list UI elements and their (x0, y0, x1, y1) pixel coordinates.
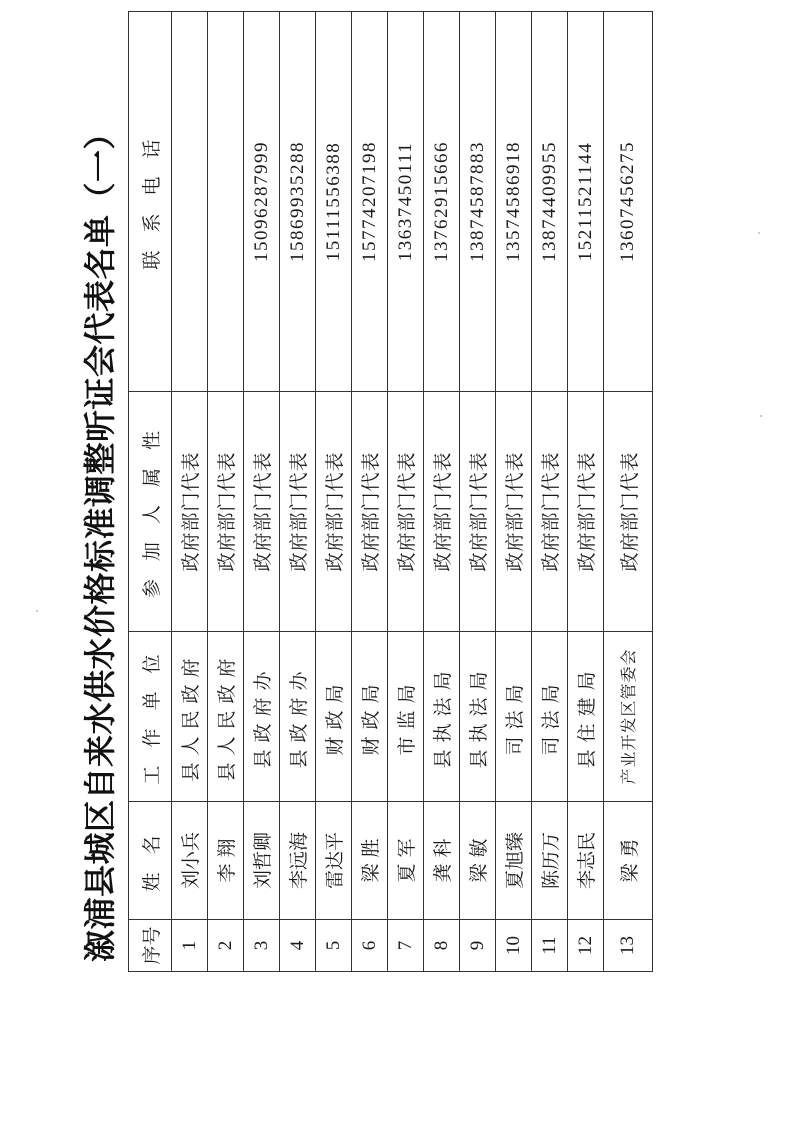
cell-unit: 县政府办 (244, 632, 280, 802)
cell-unit: 县住建局 (568, 632, 604, 802)
cell-phone: 13607456275 (604, 12, 653, 392)
cell-phone: 15096287999 (244, 12, 280, 392)
cell-seq: 4 (280, 920, 316, 972)
cell-seq: 10 (496, 920, 532, 972)
cell-phone (172, 12, 208, 392)
cell-seq: 1 (172, 920, 208, 972)
header-phone: 联 系 电 话 (129, 12, 172, 392)
scan-speck (36, 610, 38, 612)
cell-phone: 13874409955 (532, 12, 568, 392)
cell-unit: 县人民政府 (172, 632, 208, 802)
header-name: 姓 名 (129, 802, 172, 920)
table-row (208, 12, 244, 972)
cell-role: 政府部门代表 (172, 392, 208, 632)
cell-role: 政府部门代表 (280, 392, 316, 632)
cell-role: 政府部门代表 (460, 392, 496, 632)
table-row (172, 12, 208, 972)
cell-seq: 5 (316, 920, 352, 972)
cell-name: 梁 敏 (460, 802, 496, 920)
cell-unit: 财政局 (316, 632, 352, 802)
table-row (388, 12, 424, 972)
table-row (496, 12, 532, 972)
cell-phone (208, 12, 244, 392)
cell-unit: 司法局 (532, 632, 568, 802)
cell-name: 夏 军 (388, 802, 424, 920)
cell-name: 夏旭臻 (496, 802, 532, 920)
cell-name: 梁 胜 (352, 802, 388, 920)
scan-speck (760, 415, 762, 417)
cell-seq: 9 (460, 920, 496, 972)
cell-role: 政府部门代表 (244, 392, 280, 632)
cell-phone: 15869935288 (280, 12, 316, 392)
cell-role: 政府部门代表 (316, 392, 352, 632)
cell-unit: 司法局 (496, 632, 532, 802)
table-row (460, 12, 496, 972)
cell-phone: 15211521144 (568, 12, 604, 392)
cell-unit: 县人民政府 (208, 632, 244, 802)
header-unit: 工 作 单 位 (129, 632, 172, 802)
cell-phone: 13762915666 (424, 12, 460, 392)
cell-unit: 市监局 (388, 632, 424, 802)
cell-phone: 13574586918 (496, 12, 532, 392)
cell-name: 李远海 (280, 802, 316, 920)
cell-unit: 产业开发区管委会 (604, 632, 653, 802)
cell-role: 政府部门代表 (568, 392, 604, 632)
header-role: 参 加 人 属 性 (129, 392, 172, 632)
table-row (280, 12, 316, 972)
cell-seq: 2 (208, 920, 244, 972)
cell-phone: 15111556388 (316, 12, 352, 392)
cell-name: 李 翔 (208, 802, 244, 920)
cell-unit: 县执法局 (424, 632, 460, 802)
cell-phone: 15774207198 (352, 12, 388, 392)
document-title: 溆浦县城区自来水供水价格标准调整听证会代表名单（一） (81, 116, 119, 962)
cell-phone: 13874587883 (460, 12, 496, 392)
table-row (316, 12, 352, 972)
table-header-row (129, 12, 172, 972)
cell-seq: 13 (604, 920, 653, 972)
cell-role: 政府部门代表 (532, 392, 568, 632)
cell-phone: 13637450111 (388, 12, 424, 392)
cell-unit: 财政局 (352, 632, 388, 802)
cell-unit: 县执法局 (460, 632, 496, 802)
cell-role: 政府部门代表 (424, 392, 460, 632)
scan-speck (758, 232, 760, 234)
table-row (352, 12, 388, 972)
cell-seq: 3 (244, 920, 280, 972)
cell-name: 雷达平 (316, 802, 352, 920)
cell-seq: 8 (424, 920, 460, 972)
table-row (604, 12, 653, 972)
table-row (424, 12, 460, 972)
cell-role: 政府部门代表 (352, 392, 388, 632)
cell-role: 政府部门代表 (496, 392, 532, 632)
cell-name: 龚 科 (424, 802, 460, 920)
header-seq: 序号 (129, 920, 172, 972)
cell-unit: 县政府办 (280, 632, 316, 802)
cell-seq: 6 (352, 920, 388, 972)
cell-seq: 11 (532, 920, 568, 972)
cell-role: 政府部门代表 (388, 392, 424, 632)
representative-table (128, 11, 653, 972)
cell-name: 梁 勇 (604, 802, 653, 920)
cell-seq: 12 (568, 920, 604, 972)
cell-name: 刘小兵 (172, 802, 208, 920)
table-row (568, 12, 604, 972)
cell-role: 政府部门代表 (208, 392, 244, 632)
cell-role: 政府部门代表 (604, 392, 653, 632)
cell-seq: 7 (388, 920, 424, 972)
cell-name: 陈历万 (532, 802, 568, 920)
table-row (532, 12, 568, 972)
cell-name: 刘哲卿 (244, 802, 280, 920)
cell-name: 李志民 (568, 802, 604, 920)
table-row (244, 12, 280, 972)
